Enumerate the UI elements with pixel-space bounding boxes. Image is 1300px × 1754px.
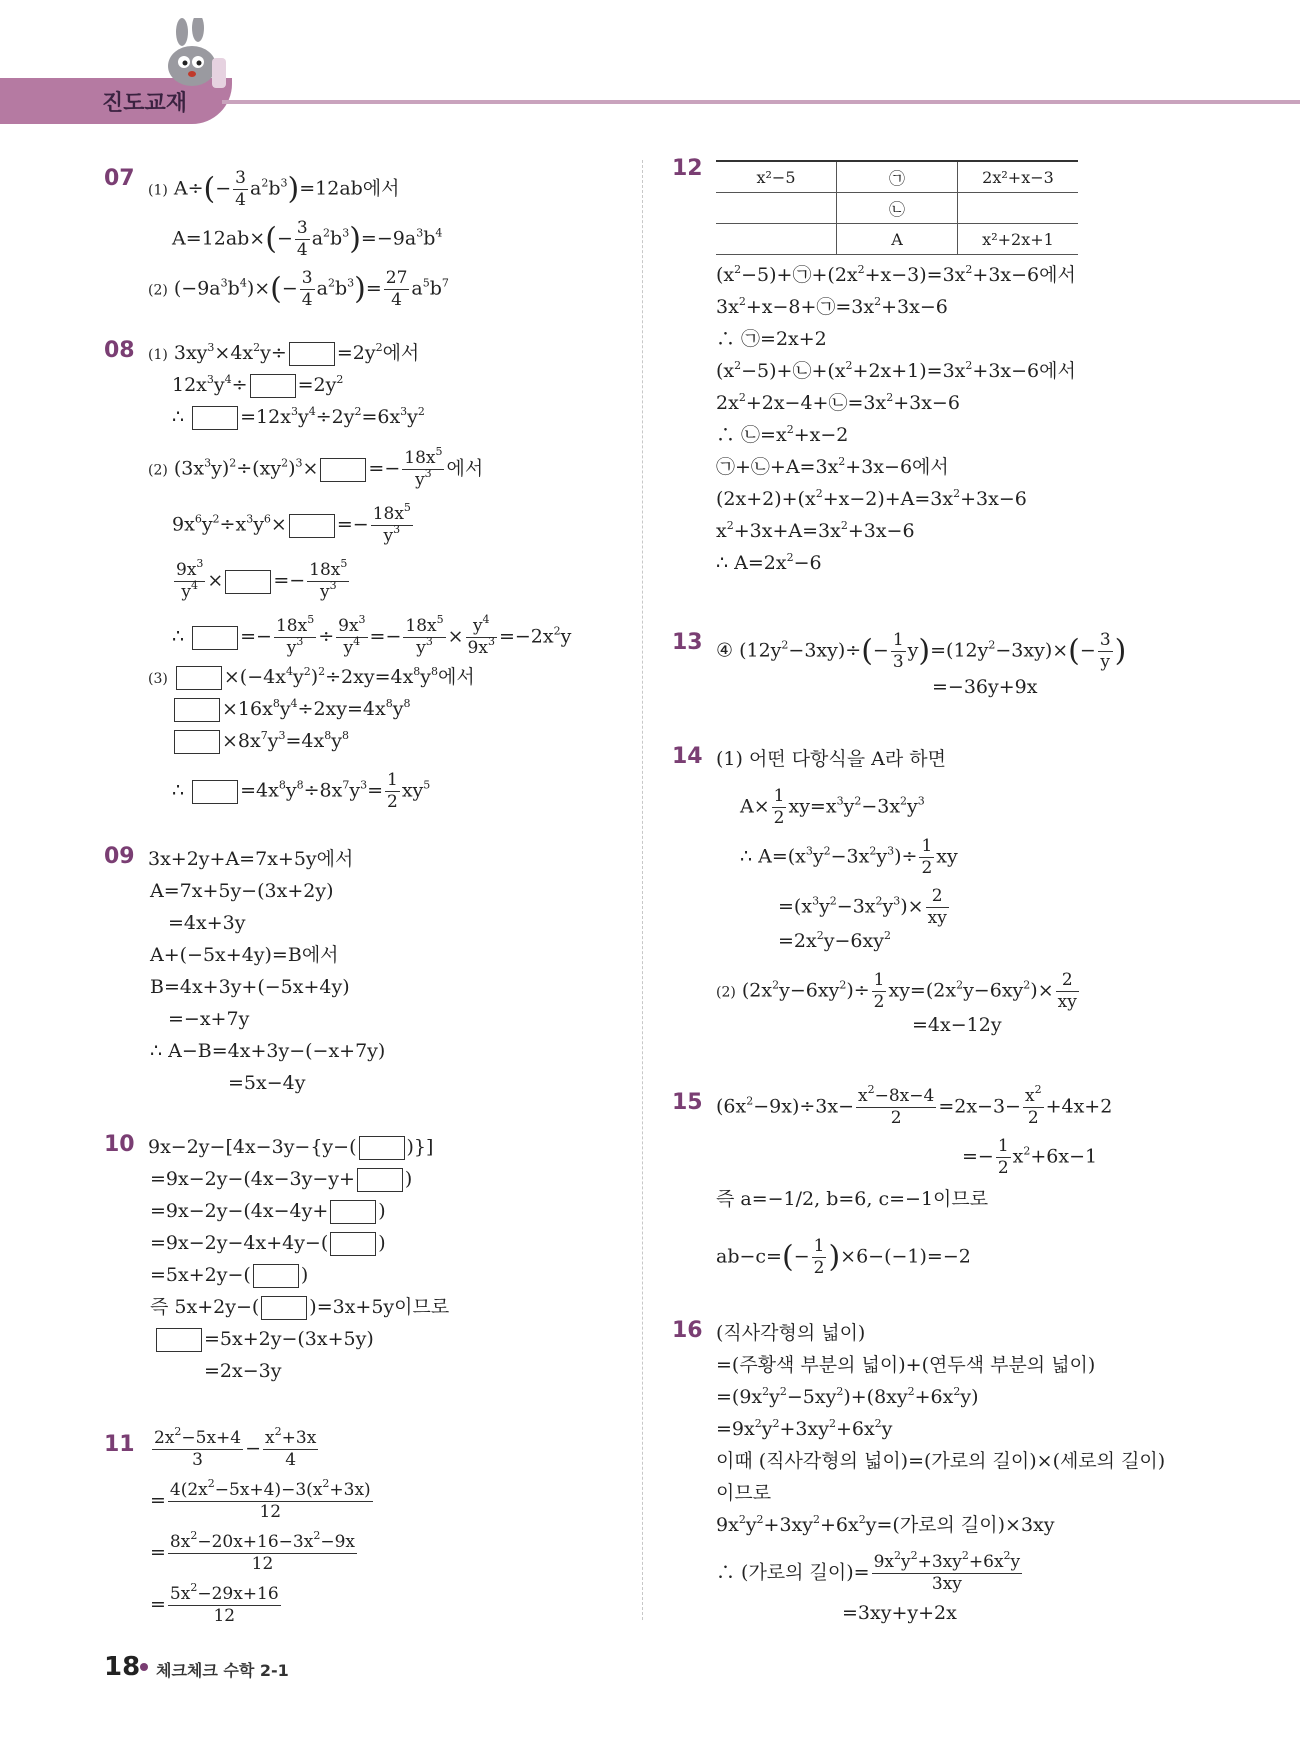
formula-line: =9x−2y−(4x−4y+ ) bbox=[150, 1200, 386, 1222]
formula-line: $12x^3y^4\div =2y^2$ bbox=[172, 373, 344, 396]
problem-number: 10 bbox=[104, 1132, 135, 1157]
formula-line: 3x+2y+A=7x+5y에서 bbox=[148, 848, 354, 870]
table-cell bbox=[716, 224, 837, 255]
problem-16-line: 이때 (직사각형의 넓이)=(가로의 길이)×(세로의 길이) bbox=[716, 1450, 1166, 1472]
formula-line: =3xy+y+2x bbox=[842, 1602, 957, 1624]
formula-line: ④ $(12y^2-3xy)\div(-$ $\frac{1}{3}$ $y)=(12y^2-3xy)\times(-$ $\frac{3}{y}$ ) bbox=[716, 630, 1127, 672]
formula-line: (2) $(-9a^3b^4)\times(-$ $\frac{3}{4}$ $a^2b^3)=$ $\frac{27}{4}$ $a^5b^7$ bbox=[148, 268, 449, 310]
formula-line: ∴ (가로의 길이)= $\frac{9x^2y^2+3xy^2+6x^2y}{3xy}$ bbox=[716, 1549, 1021, 1594]
formula-line: $3x^2+x-8+㉠=3x^2+3x-6$ bbox=[716, 295, 948, 318]
problem-number: 09 bbox=[104, 844, 135, 869]
formula-line: ∴ $㉡=x^2+x-2$ bbox=[716, 423, 849, 446]
formula-line: =5x−4y bbox=[228, 1072, 306, 1094]
column-divider bbox=[642, 160, 643, 1620]
formula-line: =−36y+9x bbox=[932, 676, 1038, 698]
problem-16-line: =(주황색 부분의 넓이)+(연두색 부분의 넓이) bbox=[716, 1354, 1096, 1376]
formula-line: ab−c=(− $\frac{1}{2}$ )×6−(−1)=−2 bbox=[716, 1236, 971, 1278]
formula-line: ∴ $A=2x^2-6$ bbox=[716, 551, 822, 574]
table-cell: x²+2x+1 bbox=[958, 224, 1079, 255]
formula-line: $=9x^2y^2+3xy^2+6x^2y$ bbox=[716, 1417, 893, 1440]
formula-line: $(2x+2)+(x^2+x-2)+A=3x^2+3x-6$ bbox=[716, 487, 1027, 510]
problem-14-intro: (1) 어떤 다항식을 A라 하면 bbox=[716, 748, 946, 770]
formula-line: =5x+2y−(3x+5y) bbox=[154, 1326, 374, 1352]
table-cell bbox=[958, 193, 1079, 224]
formula-line: A× $\frac{1}{2}$ $xy=x^3y^2-3x^2y^3$ bbox=[740, 786, 925, 828]
problem-12-table bbox=[716, 160, 1078, 255]
formula-line: $(6x^2-9x)\div 3x-$ $\frac{x^2-8x-4}{2}$ =2x−3− $\frac{x^2}{2}$ +4x+2 bbox=[716, 1083, 1113, 1128]
formula-line: $\times 8x^7y^3=4x^8y^8$ bbox=[172, 728, 349, 754]
formula-line: = $\frac{5x^2-29x+16}{12}$ bbox=[150, 1581, 279, 1626]
page-number: 18 bbox=[104, 1652, 141, 1682]
book-title: 체크체크 수학 2-1 bbox=[156, 1661, 289, 1680]
formula-line: ∴ $=4x^8y^8\div 8x^7y^3=$ $\frac{1}{2}$ $xy^5$ bbox=[172, 770, 431, 812]
formula-line: =9x−2y−(4x−3y−y+ ) bbox=[150, 1168, 413, 1190]
formula-line: =−x+7y bbox=[168, 1008, 250, 1030]
table-cell: ㉡ bbox=[837, 193, 958, 224]
formula-line: = $\frac{4(2x^2-5x+4)-3(x^2+3x)}{12}$ bbox=[150, 1477, 371, 1522]
formula-line: $\frac{2x^2-5x+4}{3}$ − $\frac{x^2+3x}{4}$ bbox=[154, 1425, 317, 1470]
formula-line: $2x^2+2x-4+㉡=3x^2+3x-6$ bbox=[716, 391, 960, 414]
problem-number: 08 bbox=[104, 338, 135, 363]
formula-line: $=(x^3y^2-3x^2y^3)\times$ $\frac{2}{xy}$ bbox=[778, 886, 947, 928]
formula-line: ∴ ㉠=2x+2 bbox=[716, 328, 827, 350]
problem-number: 11 bbox=[104, 1432, 135, 1457]
formula-line: (1) A÷(− $\frac{3}{4}$ $a^2b^3)=12ab$에서 bbox=[148, 168, 400, 210]
formula-line: $\times 16x^8y^4\div 2xy=4x^8y^8$ bbox=[172, 696, 410, 722]
formula-line: $=2x^2y-6xy^2$ bbox=[778, 929, 891, 952]
table-cell: 2x²+x−3 bbox=[958, 161, 1079, 193]
problem-number: 16 bbox=[672, 1318, 703, 1343]
formula-line: $9x^2y^2+3xy^2+6x^2y=$(가로의 길이)×3xy bbox=[716, 1513, 1055, 1536]
formula-line: B=4x+3y+(−5x+4y) bbox=[150, 976, 350, 998]
table-cell: A bbox=[837, 224, 958, 255]
formula-line: $x^2+3x+A=3x^2+3x-6$ bbox=[716, 519, 915, 542]
formula-line: =9x−2y−4x+4y−( ) bbox=[150, 1232, 386, 1254]
table-cell: x²−5 bbox=[716, 161, 837, 193]
formula-line: =− $\frac{1}{2}$ $x^2+6x-1$ bbox=[962, 1136, 1098, 1178]
header-label: 진도교재 bbox=[102, 91, 188, 116]
header-rule bbox=[222, 100, 1300, 104]
formula-line: $\frac{9x^3}{y^4}$ × =− $\frac{18x^5}{y^3}$ bbox=[176, 557, 348, 602]
table-cell bbox=[716, 193, 837, 224]
problem-number: 07 bbox=[104, 166, 135, 191]
formula-line: ∴ $A=(x^3y^2-3x^2y^3)\div$ $\frac{1}{2}$ xy bbox=[740, 836, 958, 878]
bullet-icon bbox=[140, 1663, 148, 1671]
formula-line: =2x−3y bbox=[204, 1360, 282, 1382]
formula-line: (1) $3xy^3\times 4x^2y\div =2y^2$에서 bbox=[148, 341, 420, 364]
formula-line: =5x+2y−( ) bbox=[150, 1264, 309, 1286]
formula-line: $(3) \times(-4x^4y^2)^2\div 2xy=4x^8y^8$에서 bbox=[148, 665, 475, 688]
formula-line: (2) $(3x^3y)^2\div(xy^2)^3\times$ =− $\frac{18x^5}{y^3}$ 에서 bbox=[148, 445, 484, 490]
problem-16-line: (직사각형의 넓이) bbox=[716, 1322, 866, 1344]
formula-line: A+(−5x+4y)=B에서 bbox=[150, 944, 339, 966]
formula-line: A=12ab×(− $\frac{3}{4}$ $a^2b^3)=-9a^3b^4$ bbox=[172, 218, 443, 260]
problem-number: 14 bbox=[672, 744, 703, 769]
mascot-icon bbox=[152, 18, 234, 90]
problem-number: 13 bbox=[672, 630, 703, 655]
formula-line: $(x^2-5)+㉠+(2x^2+x-3)=3x^2+3x-6$에서 bbox=[716, 263, 1076, 286]
formula-line: 9x−2y−[4x−3y−{y−( )}] bbox=[148, 1136, 434, 1158]
formula-line: $㉠+㉡+A=3x^2+3x-6$에서 bbox=[716, 455, 949, 478]
formula-line: = $\frac{8x^2-20x+16-3x^2-9x}{12}$ bbox=[150, 1529, 355, 1574]
problem-number: 15 bbox=[672, 1090, 703, 1115]
problem-number: 12 bbox=[672, 156, 703, 181]
formula-line: ∴ $=12x^3y^4\div 2y^2=6x^3y^2$ bbox=[172, 405, 425, 428]
formula-line: 즉 5x+2y−( )=3x+5y이므로 bbox=[150, 1296, 450, 1318]
problem-16-line: 이므로 bbox=[716, 1482, 772, 1504]
formula-line: A=7x+5y−(3x+2y) bbox=[150, 880, 334, 902]
formula-line: ∴ A−B=4x+3y−(−x+7y) bbox=[150, 1040, 386, 1062]
formula-line: $(x^2-5)+㉡+(x^2+2x+1)=3x^2+3x-6$에서 bbox=[716, 359, 1076, 382]
formula-line: $=(9x^2y^2-5xy^2)+(8xy^2+6x^2y)$ bbox=[716, 1385, 979, 1408]
formula-line: ∴ =− $\frac{18x^5}{y^3}$ ÷ $\frac{9x^3}{y^4}$ =− $\frac{18x^5}{y^3}$ × $\frac{y^4}{9x^3}$ $=-2x^2y$ bbox=[172, 613, 572, 658]
formula-line: (2) $(2x^2y-6xy^2)\div$ $\frac{1}{2}$ $xy=(2x^2y-6xy^2)\times$ $\frac{2}{xy}$ bbox=[716, 970, 1077, 1012]
formula-line: =4x+3y bbox=[168, 912, 246, 934]
table-cell: ㉠ bbox=[837, 161, 958, 193]
formula-line: =4x−12y bbox=[912, 1014, 1002, 1036]
problem-15-conclusion: 즉 a=−1/2, b=6, c=−1이므로 bbox=[716, 1188, 989, 1210]
formula-line: $9x^6y^2\div x^3y^6\times$ =− $\frac{18x^5}{y^3}$ bbox=[172, 501, 411, 546]
